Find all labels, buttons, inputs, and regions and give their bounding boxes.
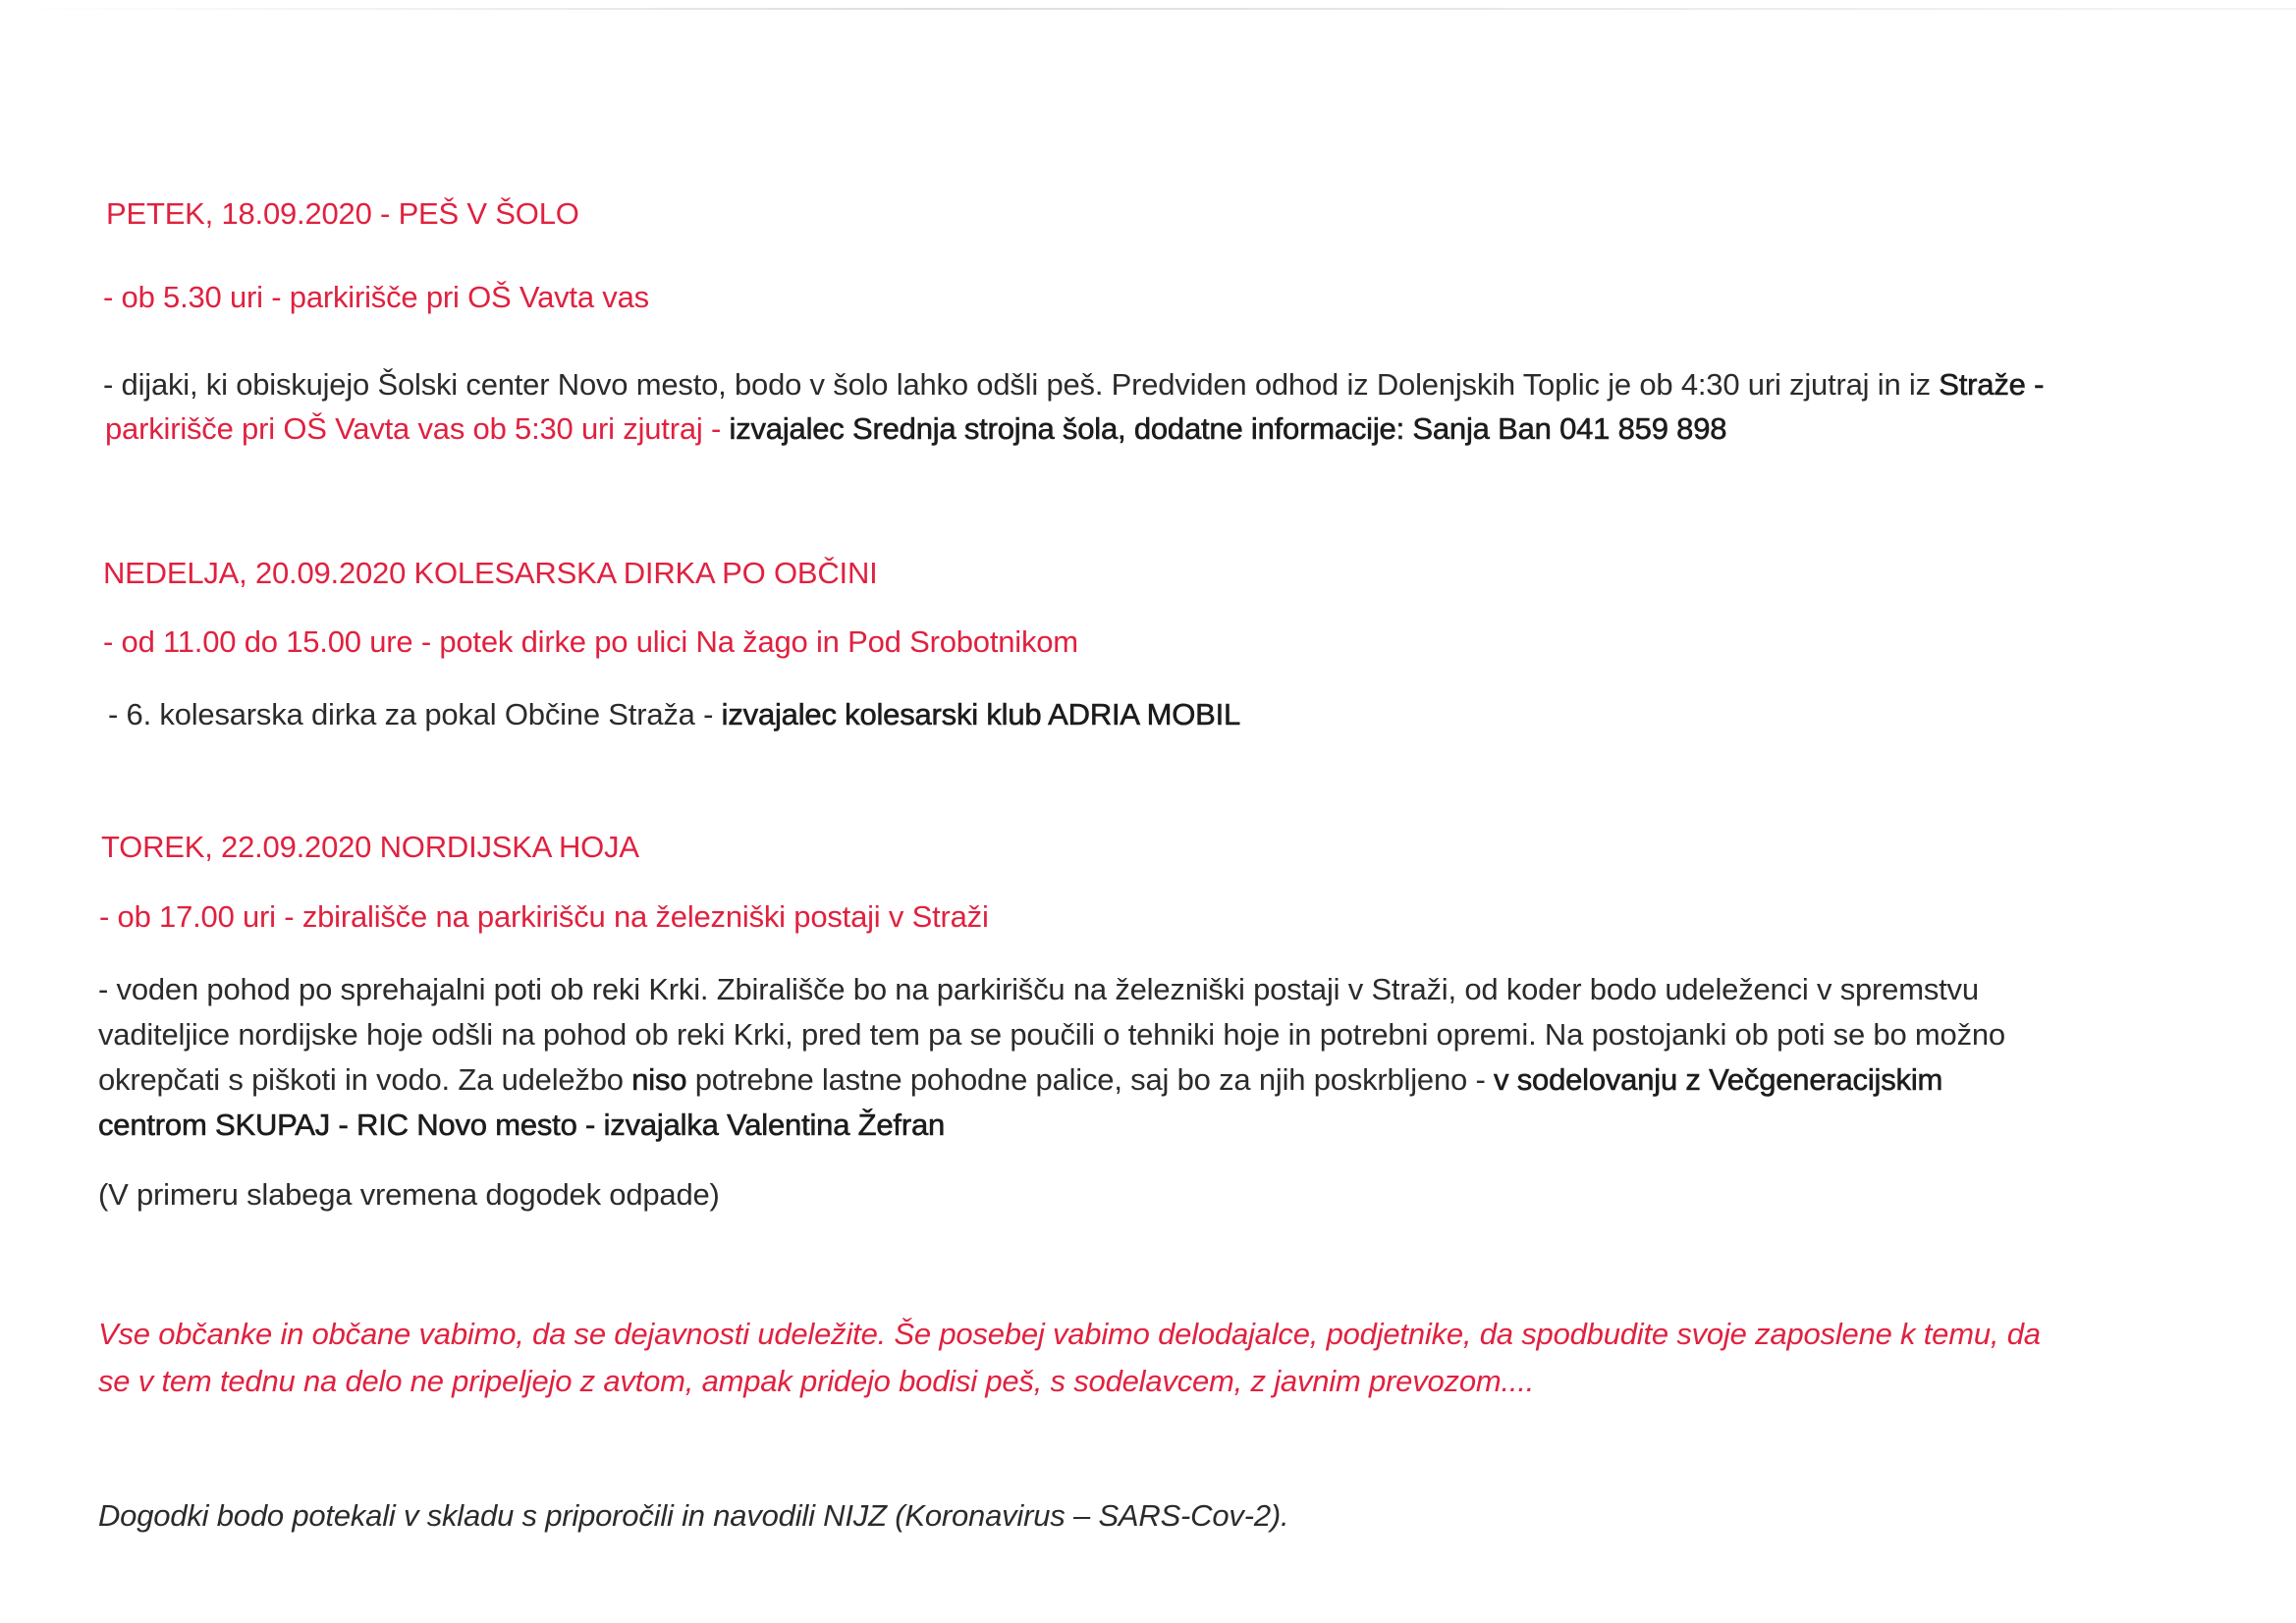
event1-separator: - xyxy=(702,411,730,446)
event1-desc-text: - dijaki, ki obiskujejo Šolski center Novo mesto, bodo v šolo lahko odšli peš. Predviden odhod iz Dolenjskih Toplic je ob 4:30 uri zjutraj in iz xyxy=(103,367,1940,402)
event3-desc-line1: - voden pohod po sprehajalni poti ob reki Krki. Zbirališče bo na parkirišču na železniški postaji v Straži, od koder bodo udeleženci v spremstvu xyxy=(98,972,1979,1006)
event3-desc-line2: vaditeljice nordijske hoje odšli na pohod ob reki Krki, pred tem pa se poučili o tehniki hoje in potrebni opremi. Na postojanki ob poti se bo možno xyxy=(98,1017,2005,1052)
event1-location: parkirišče pri OŠ Vavta vas ob 5:30 uri zjutraj xyxy=(105,411,703,446)
event2-organizer: izvajalec kolesarski klub ADRIA MOBIL xyxy=(721,697,1241,731)
event1-organizer: izvajalec Srednja strojna šola, dodatne informacije: Sanja Ban 041 859 898 xyxy=(729,411,1727,446)
event3-bold-niso: niso xyxy=(631,1062,687,1097)
event3-desc-line3 xyxy=(98,1058,1942,1102)
event3-note: (V primeru slabega vremena dogodek odpade) xyxy=(98,1177,720,1212)
disclaimer: Dogodki bodo potekali v skladu s priporočili in navodili NIJZ (Koronavirus – SARS-Cov-2). xyxy=(98,1498,1289,1533)
invite-line1: Vse občanke in občane vabimo, da se dejavnosti udeležite. Še posebej vabimo delodajalce, podjetnike, da spodbudite svoje zaposlene k temu, da xyxy=(98,1317,2041,1351)
event1-desc-bold: Straže - xyxy=(1939,367,2045,402)
event2-desc xyxy=(108,693,1240,736)
event1-time: - ob 5.30 uri - parkirišče pri OŠ Vavta vas xyxy=(103,280,649,314)
event1-heading: PETEK, 18.09.2020 - PEŠ V ŠOLO xyxy=(106,196,579,231)
event3-desc-line4 xyxy=(98,1104,945,1147)
event3-heading: TOREK, 22.09.2020 NORDIJSKA HOJA xyxy=(101,830,639,864)
event1-desc-line2 xyxy=(105,407,1726,451)
event3-time: - ob 17.00 uri - zbirališče na parkirišču na železniški postaji v Straži xyxy=(99,899,989,934)
event2-time: - od 11.00 do 15.00 ure - potek dirke po ulici Na žago in Pod Srobotnikom xyxy=(103,624,1078,659)
event2-desc-text: - 6. kolesarska dirka za pokal Občine Straža - xyxy=(108,697,722,731)
event2-heading: NEDELJA, 20.09.2020 KOLESARSKA DIRKA PO OBČINI xyxy=(103,556,878,590)
event3-desc-mid: potrebne lastne pohodne palice, saj bo za njih poskrbljeno - xyxy=(686,1062,1495,1097)
event1-desc-line1 xyxy=(103,363,2044,406)
event3-desc-text: okrepčati s piškoti in vodo. Za udeležbo xyxy=(98,1062,632,1097)
invite-line2: se v tem tednu na delo ne pripeljejo z avtom, ampak pridejo bodisi peš, s sodelavcem, z javnim prevozom.... xyxy=(98,1364,1535,1398)
event3-organizer: centrom SKUPAJ - RIC Novo mesto - izvajalka Valentina Žefran xyxy=(98,1108,946,1142)
event3-collab: v sodelovanju z Večgeneracijskim xyxy=(1494,1062,1943,1097)
